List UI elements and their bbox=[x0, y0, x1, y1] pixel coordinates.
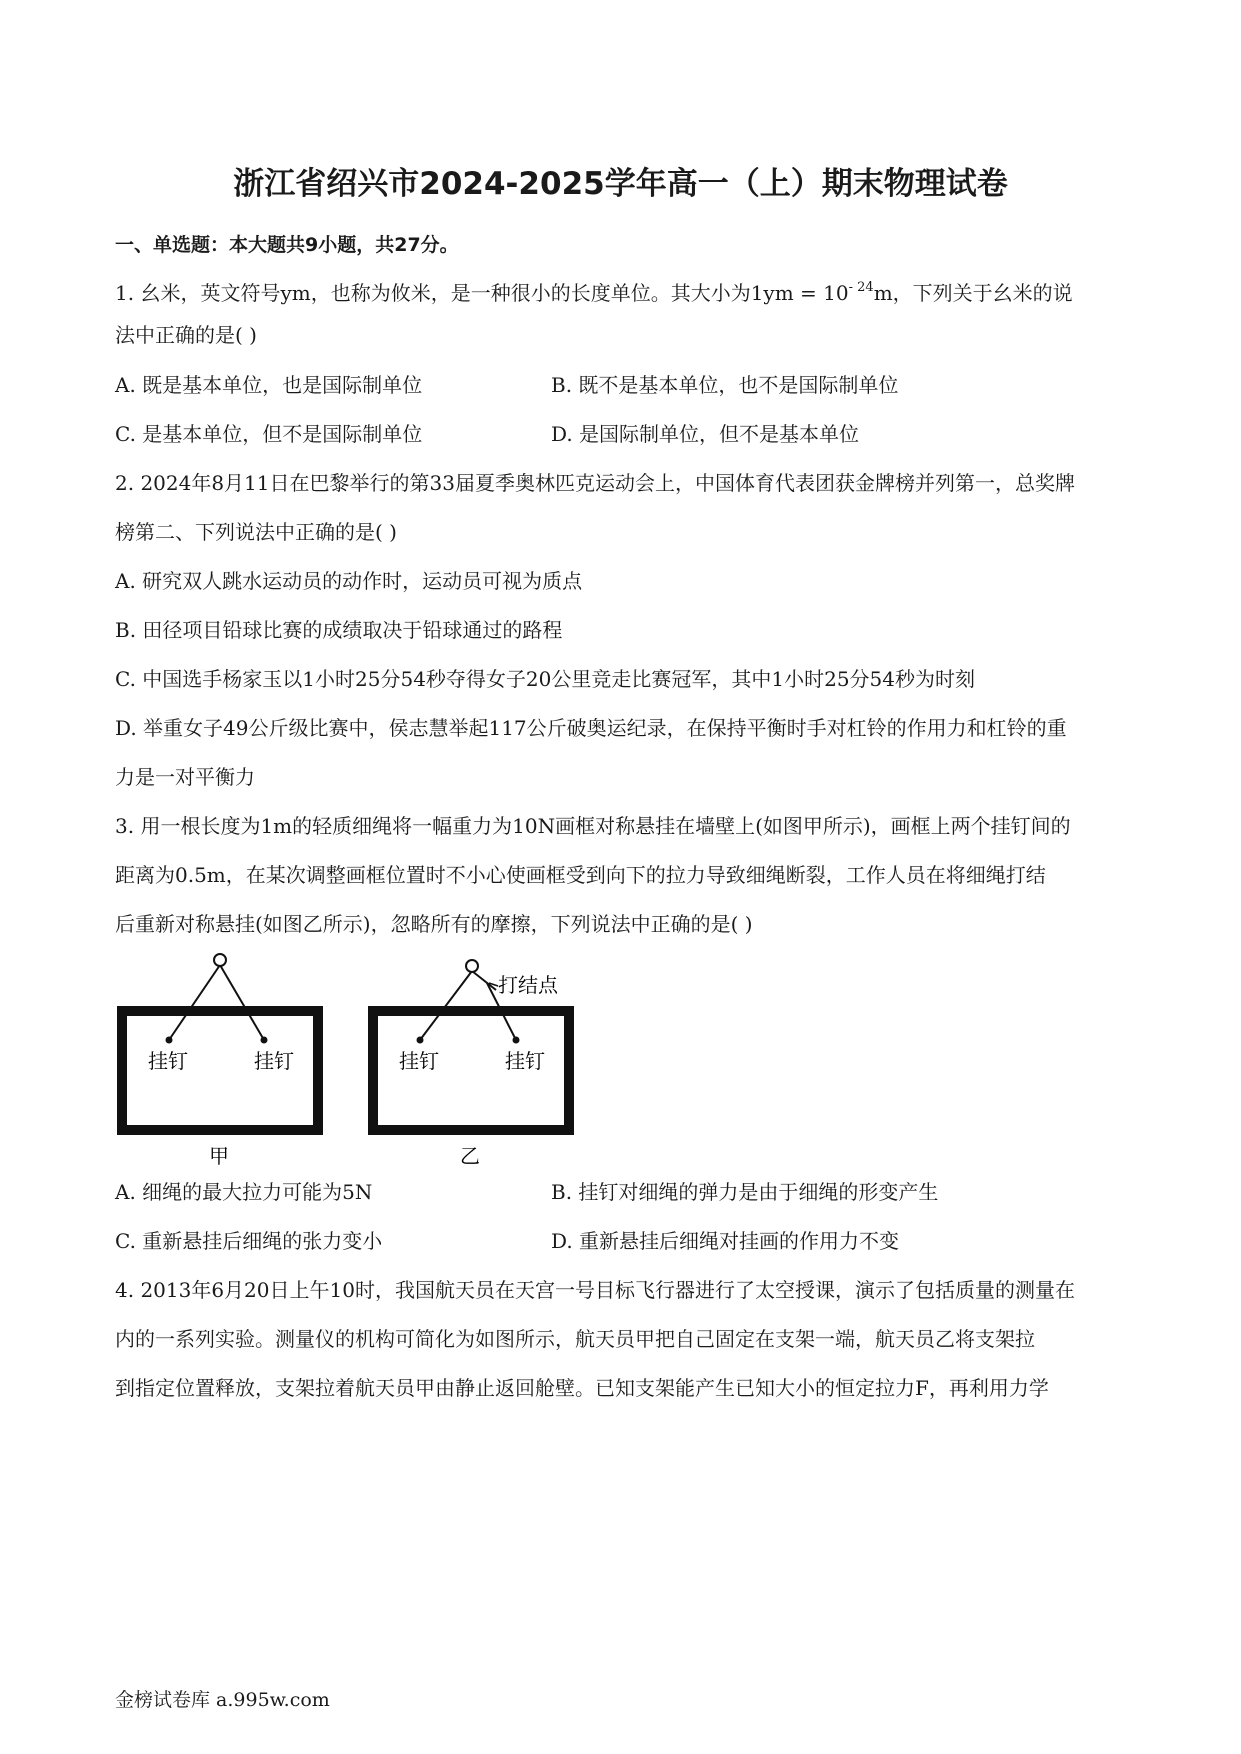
q2-option-c: C. 中国选手杨家玉以1小时25分54秒夺得女子20公里竞走比赛冠军，其中1小时25分54秒为时刻 bbox=[115, 667, 975, 691]
q3-option-d: D. 重新悬挂后细绳对挂画的作用力不变 bbox=[551, 1229, 900, 1253]
nail-a-right bbox=[261, 1037, 268, 1044]
q1-option-d: D. 是国际制单位，但不是基本单位 bbox=[551, 422, 860, 446]
q4-stem-line-1: 4. 2013年6月20日上午10时，我国航天员在天宫一号目标飞行器进行了太空授课，演示了包括质量的测量在 bbox=[115, 1278, 1075, 1302]
q1-option-a: A. 既是基本单位，也是国际制单位 bbox=[115, 373, 423, 397]
figure-b bbox=[373, 960, 569, 1168]
q2-option-a: A. 研究双人跳水运动员的动作时，运动员可视为质点 bbox=[115, 569, 583, 593]
rope-a-right bbox=[220, 965, 264, 1040]
q2-stem-line-1: 2. 2024年8月11日在巴黎举行的第33届夏季奥林匹克运动会上，中国体育代表团获金牌榜并列第一，总奖牌 bbox=[115, 471, 1075, 495]
q4-stem-line-3: 到指定位置释放，支架拉着航天员甲由静止返回舱壁。已知支架能产生已知大小的恒定拉力F，再利用力学 bbox=[115, 1376, 1049, 1400]
caption-a: 甲 bbox=[209, 1144, 229, 1168]
q1-stem-after: m，下列关于幺米的说 bbox=[873, 281, 1073, 305]
nail-label-a-right: 挂钉 bbox=[254, 1049, 294, 1073]
hook-b bbox=[466, 960, 478, 972]
figure-a bbox=[122, 954, 318, 1168]
q1-exponent: - 24 bbox=[848, 280, 874, 295]
q1-option-c: C. 是基本单位，但不是国际制单位 bbox=[115, 422, 423, 446]
nail-label-a-left: 挂钉 bbox=[148, 1049, 188, 1073]
q2-stem-line-2: 榜第二、下列说法中正确的是( ) bbox=[115, 520, 397, 544]
section-title: 一、单选题：本大题共9小题，共27分。 bbox=[115, 234, 459, 256]
nail-a-left bbox=[166, 1037, 173, 1044]
q1-option-b: B. 既不是基本单位，也不是国际制单位 bbox=[551, 373, 899, 397]
rope-b-knot-segment bbox=[472, 971, 496, 990]
q3-stem-line-1: 3. 用一根长度为1m的轻质细绳将一幅重力为10N画框对称悬挂在墙壁上(如图甲所示)，画框上两个挂钉间的 bbox=[115, 814, 1071, 838]
q3-option-c: C. 重新悬挂后细绳的张力变小 bbox=[115, 1229, 383, 1253]
nail-label-b-left: 挂钉 bbox=[399, 1049, 439, 1073]
q4-stem-line-2: 内的一系列实验。测量仪的机构可简化为如图所示，航天员甲把自己固定在支架一端，航天员乙将支架拉 bbox=[115, 1327, 1035, 1351]
q2-option-d-line-2: 力是一对平衡力 bbox=[115, 765, 255, 789]
q3-stem-line-3: 后重新对称悬挂(如图乙所示)，忽略所有的摩擦，下列说法中正确的是( ) bbox=[115, 912, 753, 936]
footer-watermark: 金榜试卷库 a.995w.com bbox=[115, 1689, 330, 1711]
nail-b-left bbox=[417, 1037, 424, 1044]
rope-a-left bbox=[169, 965, 220, 1040]
hook-a bbox=[214, 954, 226, 966]
q3-stem-line-2: 距离为0.5m，在某次调整画框位置时不小心使画框受到向下的拉力导致细绳断裂，工作人员在将细绳打结 bbox=[115, 863, 1046, 887]
rope-b-left bbox=[420, 971, 472, 1040]
q2-option-d-line-1: D. 举重女子49公斤级比赛中，侯志慧举起117公斤破奥运纪录，在保持平衡时手对杠铃的作用力和杠铃的重 bbox=[115, 716, 1067, 740]
q3-option-b: B. 挂钉对细绳的弹力是由于细绳的形变产生 bbox=[551, 1180, 939, 1204]
q1-stem-line-2: 法中正确的是( ) bbox=[115, 323, 257, 347]
nail-b-right bbox=[513, 1037, 520, 1044]
knot-label: 打结点 bbox=[498, 973, 558, 997]
nail-label-b-right: 挂钉 bbox=[505, 1049, 545, 1073]
caption-b: 乙 bbox=[460, 1144, 480, 1168]
page-title: 浙江省绍兴市2024-2025学年高一（上）期末物理试卷 bbox=[233, 166, 1008, 202]
q1-stem-before: 1. 幺米，英文符号ym，也称为攸米，是一种很小的长度单位。其大小为1ym = 10 bbox=[115, 281, 849, 305]
q2-option-b: B. 田径项目铅球比赛的成绩取决于铅球通过的路程 bbox=[115, 618, 563, 642]
q3-option-a: A. 细绳的最大拉力可能为5N bbox=[115, 1180, 373, 1204]
